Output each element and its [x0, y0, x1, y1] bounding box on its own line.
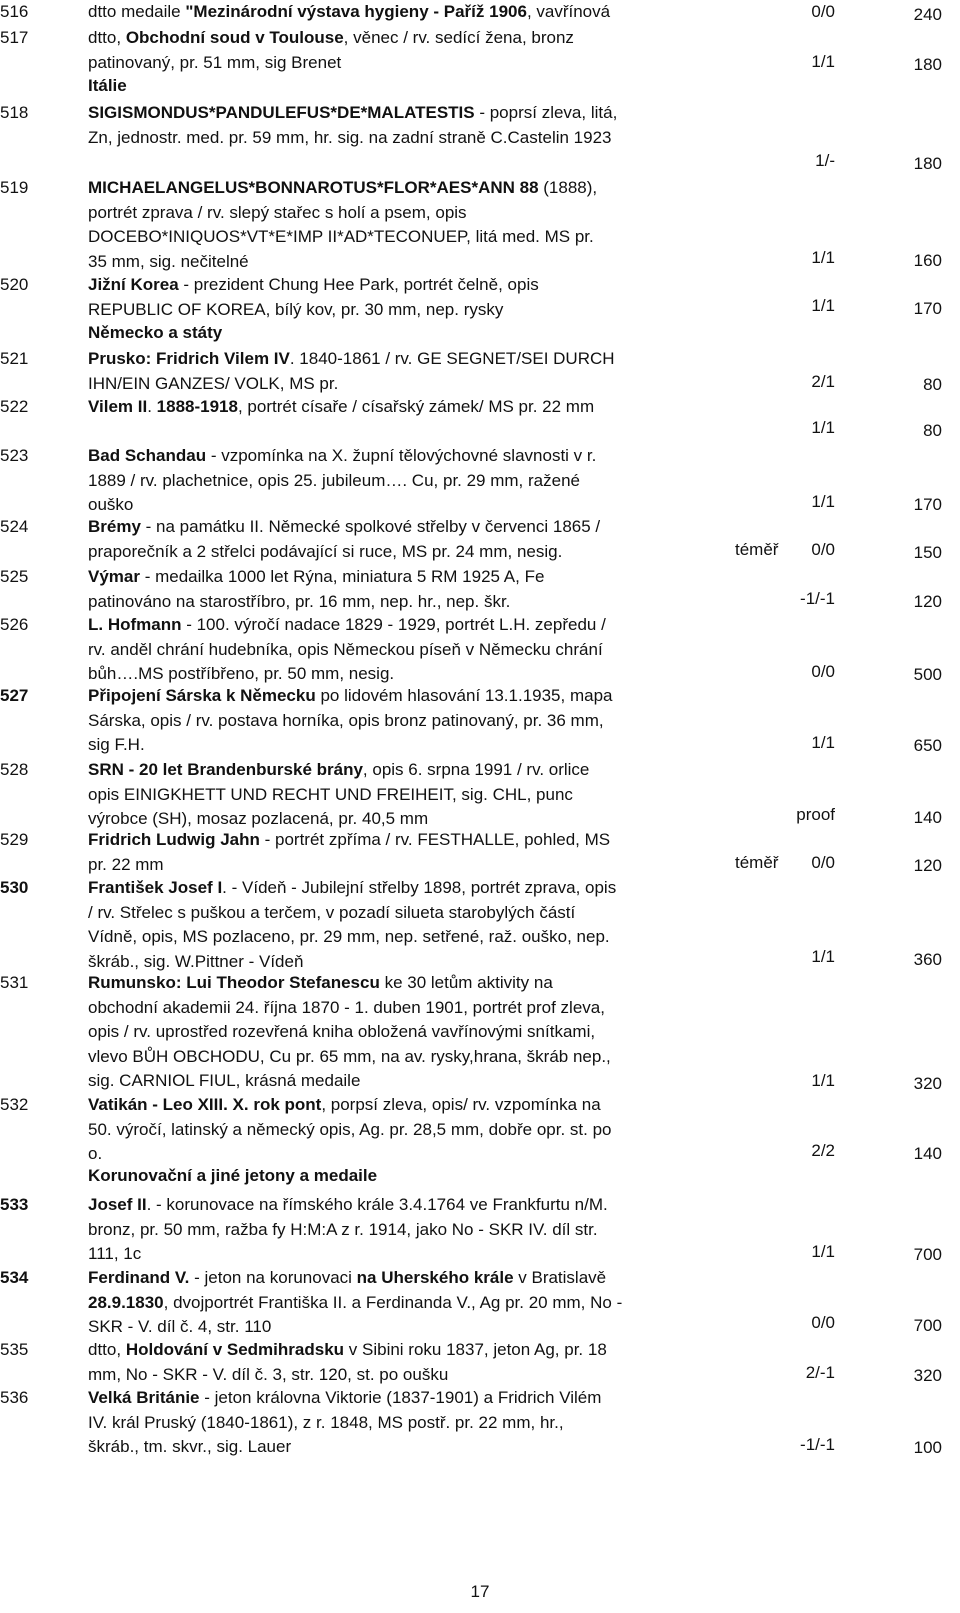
- lot-price: 180: [913, 55, 942, 74]
- lot-condition: 1/1: [811, 947, 835, 966]
- lot-price: 150: [913, 543, 942, 562]
- lot-number: 535: [0, 1340, 29, 1359]
- lot-number: 530: [0, 878, 29, 897]
- lot-description: Bad Schandau - vzpomínka na X. župní tělovýchovné slavnosti v r. 1889 / rv. plachetnice, opis 25. jubileum…. Cu, pr. 29 mm, ražené ouško: [88, 446, 597, 514]
- lot-description: Vilem II. 1888-1918, portrét císaře / císařský zámek/ MS pr. 22 mm: [88, 397, 595, 416]
- lot-price: 160: [913, 251, 942, 270]
- lot-number: 536: [0, 1388, 29, 1407]
- lot-number: 533: [0, 1195, 29, 1214]
- lot-number: 534: [0, 1268, 29, 1287]
- lot-number: 518: [0, 103, 29, 122]
- lot-description: dtto, Holdování v Sedmihradsku v Sibini roku 1837, jeton Ag, pr. 18 mm, No - SKR - V. díl č. 3, str. 120, st. po oušku: [88, 1340, 607, 1384]
- lot-condition: 1/1: [811, 52, 835, 71]
- lot-price: 170: [913, 495, 942, 514]
- lot-price: 120: [913, 856, 942, 875]
- section-heading: Korunovační a jiné jetony a medaile: [88, 1166, 378, 1185]
- lot-price: 180: [913, 154, 942, 173]
- lot-description: MICHAELANGELUS*BONNAROTUS*FLOR*AES*ANN 88 (1888), portrét zprava / rv. slepý stařec s holí a psem, opis DOCEBO*INIQUOS*VT*E*IMP II*AD*TECONUEP, litá med. MS pr. 35 mm, sig. nečitelné: [88, 178, 598, 271]
- lot-condition: 2/-1: [805, 1363, 835, 1382]
- lot-price: 650: [913, 736, 942, 755]
- lot-number: 526: [0, 615, 29, 634]
- lot-price: 360: [913, 950, 942, 969]
- lot-description: František Josef I. - Vídeň - Jubilejní střelby 1898, portrét zprava, opis / rv. Střelec s puškou a terčem, v pozadí silueta starobylých částí Vídně, opis, MS pozlaceno, pr. 29 mm, nep. setřené, raž. ouško, nep. škráb., sig. W.Pittner - Vídeň: [88, 878, 617, 971]
- lot-description: Velká Británie - jeton královna Viktorie (1837-1901) a Fridrich Vilém IV. král Pruský (1840-1861), z r. 1848, MS postř. pr. 22 mm, hr., škráb., tm. skvr., sig. Lauer: [88, 1388, 602, 1456]
- lot-number: 524: [0, 517, 29, 536]
- lot-condition: 1/1: [811, 296, 835, 315]
- lot-price: 140: [913, 808, 942, 827]
- lot-condition: 0/0: [811, 1313, 835, 1332]
- lot-description: dtto medaile "Mezinárodní výstava hygieny - Paříž 1906, vavřínová: [88, 2, 611, 21]
- lot-condition: 1/1: [811, 418, 835, 437]
- lot-condition: 2/1: [811, 372, 835, 391]
- lot-condition: 1/-: [815, 151, 835, 170]
- lot-condition: 1/1: [811, 1071, 835, 1090]
- lot-condition: 2/2: [811, 1141, 835, 1160]
- lot-price: 320: [913, 1074, 942, 1093]
- lot-price: 100: [913, 1438, 942, 1457]
- lot-condition: 1/1: [811, 248, 835, 267]
- condition-note: téměř: [735, 853, 779, 872]
- lot-description: SRN - 20 let Brandenburské brány, opis 6. srpna 1991 / rv. orlice opis EINIGKHETT UND RECHT UND FREIHEIT, sig. CHL, punc výrobce (SH), mosaz pozlacená, pr. 40,5 mm: [88, 760, 590, 828]
- lot-price: 120: [913, 592, 942, 611]
- lot-price: 500: [913, 665, 942, 684]
- lot-number: 529: [0, 830, 29, 849]
- page-number: 17: [470, 1582, 490, 1601]
- lot-number: 531: [0, 973, 29, 992]
- lot-price: 700: [913, 1245, 942, 1264]
- lot-condition: -1/-1: [800, 589, 835, 608]
- section-heading: Německo a státy: [88, 323, 223, 342]
- lot-number: 516: [0, 2, 29, 21]
- lot-condition: proof: [796, 805, 835, 824]
- lot-condition: -1/-1: [800, 1435, 835, 1454]
- lot-price: 80: [923, 421, 942, 440]
- lot-condition: 1/1: [811, 1242, 835, 1261]
- lot-condition: 1/1: [811, 492, 835, 511]
- lot-number: 519: [0, 178, 29, 197]
- lot-description: Výmar - medailka 1000 let Rýna, miniatura 5 RM 1925 A, Fe patinováno na starostříbro, pr. 16 mm, nep. hr., nep. škr.: [88, 567, 545, 611]
- lot-price: 170: [913, 299, 942, 318]
- lot-description: dtto, Obchodní soud v Toulouse, věnec / rv. sedící žena, bronz patinovaný, pr. 51 mm, sig Brenet: [88, 28, 574, 72]
- lot-price: 80: [923, 375, 942, 394]
- lot-description: Jižní Korea - prezident Chung Hee Park, portrét čelně, opis REPUBLIC OF KOREA, bílý kov, pr. 30 mm, nep. rysky: [88, 275, 539, 319]
- lot-number: 532: [0, 1095, 29, 1114]
- lot-description: SIGISMONDUS*PANDULEFUS*DE*MALATESTIS - poprsí zleva, litá, Zn, jednostr. med. pr. 59 mm, hr. sig. na zadní straně C.Castelin 1923: [88, 103, 618, 147]
- lot-description: Prusko: Fridrich Vilem IV. 1840-1861 / rv. GE SEGNET/SEI DURCH IHN/EIN GANZES/ VOLK, MS pr.: [88, 349, 615, 393]
- lot-condition: 0/0: [811, 2, 835, 21]
- lot-price: 240: [913, 5, 942, 24]
- lot-number: 528: [0, 760, 29, 779]
- lot-description: Josef II. - korunovace na římského krále 3.4.1764 ve Frankfurtu n/M. bronz, pr. 50 mm, ražba fy H:M:A z r. 1914, jako No - SKR IV. díl str. 111, 1c: [88, 1195, 608, 1263]
- lot-price: 700: [913, 1316, 942, 1335]
- lot-description: L. Hofmann - 100. výročí nadace 1829 - 1929, portrét L.H. zepředu / rv. anděl chrání hudebníka, opis Německou píseň v Německu chrání bůh….MS postříbřeno, pr. 50 mm, nesig.: [88, 615, 606, 683]
- lot-condition: 0/0: [811, 540, 835, 559]
- lot-number: 520: [0, 275, 29, 294]
- lot-number: 525: [0, 567, 29, 586]
- lot-condition: 0/0: [811, 853, 835, 872]
- lot-number: 517: [0, 28, 29, 47]
- lot-price: 320: [913, 1366, 942, 1385]
- lot-number: 527: [0, 686, 29, 705]
- lot-description: Ferdinand V. - jeton na korunovaci na Uherského krále v Bratislavě 28.9.1830, dvojportrét Františka II. a Ferdinanda V., Ag pr. 20 mm, No - SKR - V. díl č. 4, str. 110: [88, 1268, 623, 1336]
- lot-number: 523: [0, 446, 29, 465]
- lot-price: 140: [913, 1144, 942, 1163]
- lot-description: Fridrich Ludwig Jahn - portrét zpříma / rv. FESTHALLE, pohled, MS pr. 22 mm: [88, 830, 611, 874]
- lot-number: 521: [0, 349, 29, 368]
- lot-condition: 1/1: [811, 733, 835, 752]
- lot-description: Vatikán - Leo XIII. X. rok pont, porpsí zleva, opis/ rv. vzpomínka na 50. výročí, latinský a německý opis, Ag. pr. 28,5 mm, dobře opr. st. po o.: [88, 1095, 612, 1163]
- lot-description: Připojení Sárska k Německu po lidovém hlasování 13.1.1935, mapa Sárska, opis / rv. postava horníka, opis bronz patinovaný, pr. 36 mm, sig F.H.: [88, 686, 613, 754]
- lot-description: Brémy - na památku II. Německé spolkové střelby v červenci 1865 / praporečník a 2 střelci podávající si ruce, MS pr. 24 mm, nesig.: [88, 517, 601, 561]
- lot-number: 522: [0, 397, 29, 416]
- section-heading: Itálie: [88, 76, 127, 95]
- lot-description: Rumunsko: Lui Theodor Stefanescu ke 30 letům aktivity na obchodní akademii 24. října 1870 - 1. duben 1901, portrét prof zleva, opis / rv. uprostřed rozevřená kniha obložená vavřínovými snítkami, vlevo BŮH OBCHODU, Cu pr. 65 mm, na av. rysky,hrana, škráb nep., sig. CARNIOL FIUL, krásná medaile: [88, 973, 611, 1090]
- lot-condition: 0/0: [811, 662, 835, 681]
- condition-note: téměř: [735, 540, 779, 559]
